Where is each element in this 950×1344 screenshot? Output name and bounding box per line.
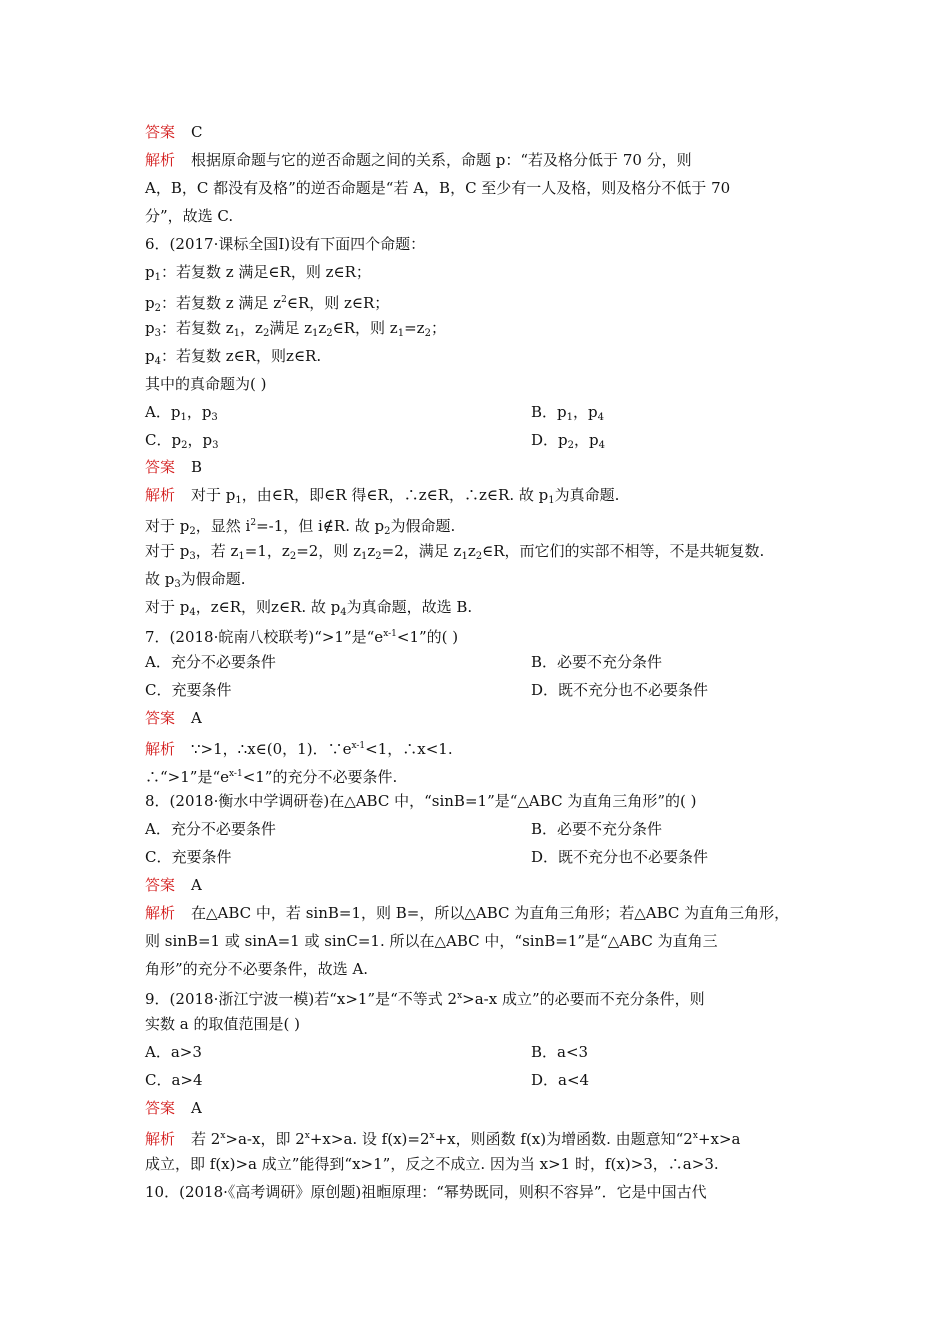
q9-option-d: D．a<4	[531, 1071, 590, 1089]
q9-stem-line-2: 实数 a 的取值范围是( )	[145, 1015, 300, 1033]
q8-option-d: D．既不充分也不必要条件	[531, 848, 709, 866]
q5-analysis-line-2: A，B，C 都没有及格”的逆否命题是“若 A，B，C 至少有一人及格，则及格分不低于 70	[145, 179, 731, 197]
q9-answer: A	[191, 1099, 202, 1117]
analysis-label: 解析	[145, 151, 176, 169]
q7-option-d: D．既不充分也不必要条件	[531, 681, 709, 699]
q7-analysis-line-1: 解析 ∵>1，∴x∈(0，1)．$\because e^{x-1}<1$，∴x<1.	[145, 740, 453, 758]
q6-question: 其中的真命题为( )	[145, 375, 267, 393]
q5-analysis-line-3: 分”，故选 C.	[145, 207, 234, 225]
q9-option-c: C．a>4	[145, 1071, 203, 1089]
analysis-label: 解析	[145, 1130, 176, 1148]
q9-stem-line-1: 9．(2018·浙江宁波一模)若“x>1”是“不等式 $2^x>a-x$ 成立”的必要而不充分条件，则	[145, 990, 705, 1008]
q6-analysis-line-2: 对于 $p_2$，显然 $i^2=-1$，但 i∉R. 故 $p_2$为假命题.	[145, 517, 456, 537]
q6-analysis-line-4: 故 $p_3$为假命题.	[145, 570, 246, 590]
q5-analysis-line-1: 解析 根据原命题与它的逆否命题之间的关系，命题 p：“若及格分低于 70 分，则	[145, 151, 692, 169]
analysis-label: 解析	[145, 904, 176, 922]
q8-analysis-line-2: 则 sinB=1 或 sinA=1 或 sinC=1. 所以在△ABC 中，“sinB=1”是“△ABC 为直角三	[145, 932, 718, 950]
q6-prop-p3: $p_3$：若复数 $z_1$，$z_2$满足 $z_1z_2\in R$，则 $z_1=z_2$；	[145, 319, 446, 339]
q5-answer-line	[145, 122, 203, 142]
q7-answer-line	[145, 708, 202, 728]
q9-answer-line	[145, 1098, 202, 1118]
q6-options-row-1	[145, 402, 218, 428]
q6-option-b: B．$p_1$，$p_4$	[531, 403, 604, 423]
q7-analysis-line-2: ∴“>1”是“$e^{x-1}<1$”的充分不必要条件.	[145, 768, 398, 786]
q6-option-d: D．$p_2$，$p_4$	[531, 431, 605, 451]
q6-option-a: A．$p_1$，$p_3$	[145, 403, 218, 423]
q8-option-c: C．充要条件	[145, 848, 232, 866]
q6-analysis-line-5: 对于 $p_4$，z∈R，则z∈R. 故 $p_4$为真命题，故选 B.	[145, 598, 473, 618]
q9-analysis-line-1: 解析 若 $2^x>a-x$，即 $2^x+x>a$. 设 $f(x)=2^x+x$，则函数 f(x)为增函数. 由题意知“$2^x+x>a$	[145, 1130, 741, 1148]
q7-answer: A	[191, 709, 202, 727]
q8-answer-line	[145, 875, 202, 895]
q8-stem: 8．(2018·衡水中学调研卷)在△ABC 中，“sinB=1”是“△ABC 为直角三角形”的( )	[145, 792, 697, 810]
q6-stem: 6．(2017·课标全国Ⅰ)设有下面四个命题：	[145, 235, 426, 253]
q6-answer: B	[191, 458, 203, 476]
answer-label: 答案	[145, 1099, 176, 1117]
analysis-label: 解析	[145, 486, 176, 504]
answer-label: 答案	[145, 709, 176, 727]
q6-prop-p4: $p_4$：若复数 z∈R，则z∈R.	[145, 347, 322, 367]
q8-analysis-line-1: 解析 在△ABC 中，若 sinB=1，则 B=，所以△ABC 为直角三角形；若△ABC 为直角三角形，	[145, 904, 790, 922]
q7-option-b: B．必要不充分条件	[531, 653, 663, 671]
q9-option-b: B．a<3	[531, 1043, 589, 1061]
q8-option-b: B．必要不充分条件	[531, 820, 663, 838]
analysis-label: 解析	[145, 740, 176, 758]
q8-answer: A	[191, 876, 202, 894]
answer-label: 答案	[145, 458, 176, 476]
q5-answer: C	[191, 123, 203, 141]
q9-analysis-line-2: 成立，即 f(x)>a 成立”能得到“x>1”，反之不成立. 因为当 x>1 时，f(x)>3，∴a>3.	[145, 1155, 719, 1173]
q8-option-a: A．充分不必要条件	[145, 820, 276, 838]
answer-label: 答案	[145, 876, 176, 894]
q8-analysis-line-3: 角形”的充分不必要条件，故选 A.	[145, 960, 369, 978]
q7-stem: 7．(2018·皖南八校联考)“>1”是“$e^{x-1}<1$”的( )	[145, 628, 459, 646]
q6-analysis-line-1: 解析 对于 $p_1$，由∈R，即∈R 得∈R，∴z∈R，∴z∈R. 故 $p_1$为真命题.	[145, 486, 620, 506]
q6-prop-p1: $p_1$：若复数 z 满足∈R，则 z∈R；	[145, 263, 371, 283]
q6-answer-line	[145, 457, 202, 477]
q7-option-c: C．充要条件	[145, 681, 232, 699]
answer-label: 答案	[145, 123, 176, 141]
q10-stem: 10．(2018·《高考调研》原创题)祖暅原理：“幂势既同，则积不容异”．它是中国古代	[145, 1183, 707, 1201]
q7-option-a: A．充分不必要条件	[145, 653, 276, 671]
q6-prop-p2: $p_2$：若复数 z 满足 $z^2\in R$，则 z∈R；	[145, 294, 390, 314]
q9-option-a: A．a>3	[145, 1043, 202, 1061]
q6-option-c: C．$p_2$，$p_3$	[145, 431, 219, 451]
q6-analysis-line-3: 对于 $p_3$，若 $z_1=1$，$z_2=2$，则 $z_1z_2=2$，满足 $z_1z_2\in R$，而它们的实部不相等，不是共轭复数.	[145, 542, 765, 562]
